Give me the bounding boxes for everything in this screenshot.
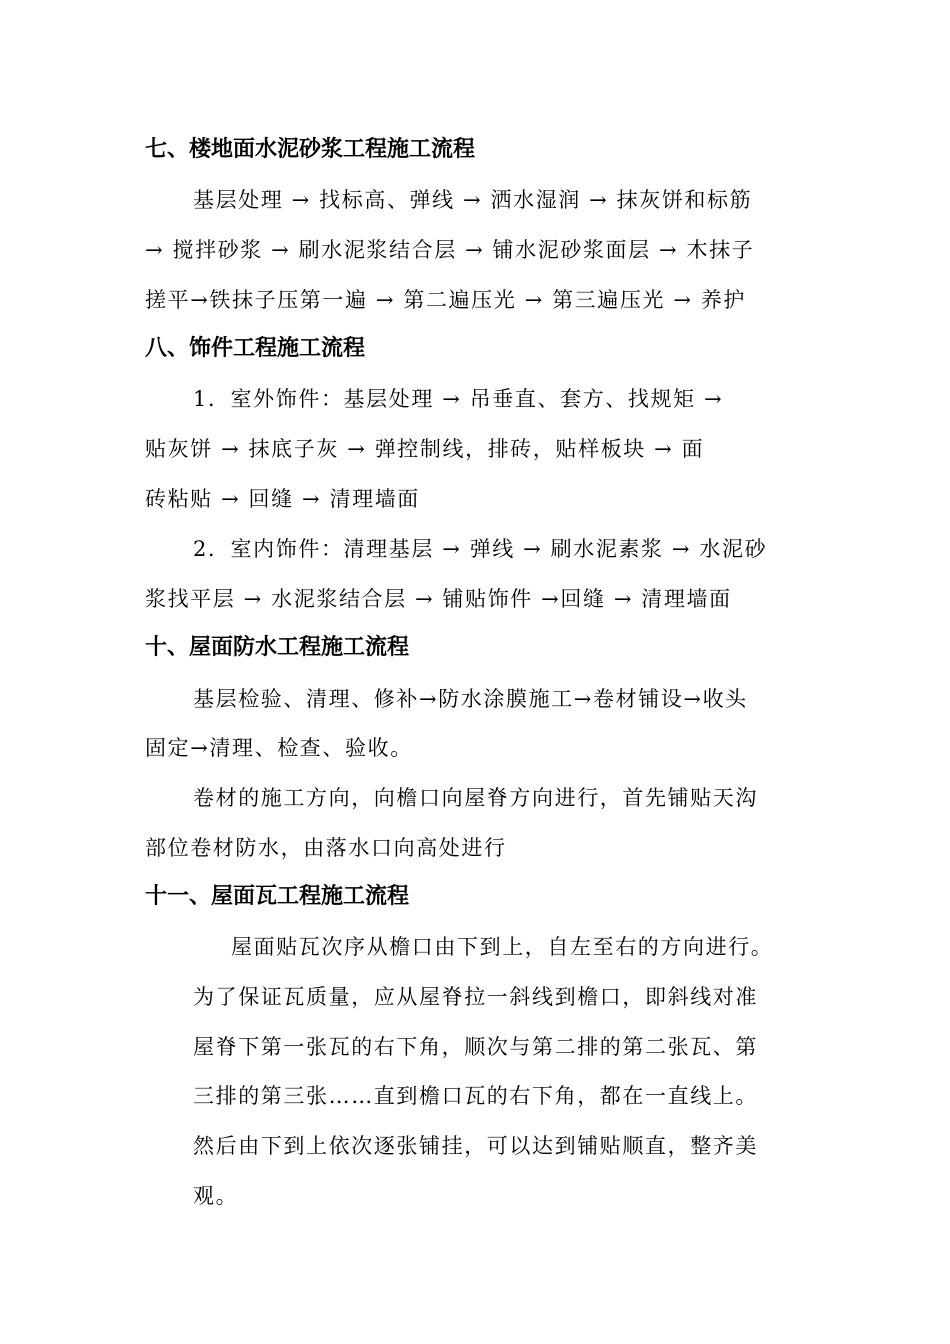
section-7-line-1: 基层处理 → 找标高、弹线 → 洒水湿润 → 抹灰饼和标筋 bbox=[193, 188, 753, 212]
section-10-line-2: 固定→清理、检查、验收。 bbox=[145, 736, 413, 760]
section-7-heading: 七、楼地面水泥砂浆工程施工流程 bbox=[145, 137, 476, 162]
section-8-line-5: 浆找平层 → 水泥浆结合层 → 铺贴饰件 →回缝 → 清理墙面 bbox=[145, 587, 732, 611]
section-10-line-4: 部位卷材防水，由落水口向高处进行 bbox=[145, 836, 507, 860]
section-8-line-2: 贴灰饼 → 抹底子灰 → 弹控制线，排砖，贴样板块 → 面 bbox=[145, 437, 705, 461]
section-8-line-1: 1．室外饰件：基层处理 → 吊垂直、套方、找规矩 → bbox=[193, 387, 724, 411]
section-8-heading: 八、饰件工程施工流程 bbox=[145, 336, 366, 361]
section-8-line-3: 砖粘贴 → 回缝 → 清理墙面 bbox=[145, 487, 420, 511]
section-8-line-4: 2．室内饰件：清理基层 → 弹线 → 刷水泥素浆 → 水泥砂 bbox=[193, 537, 768, 561]
section-11-line-1: 屋面贴瓦次序从檐口由下到上，自左至右的方向进行。 bbox=[231, 935, 774, 959]
section-11-line-2: 为了保证瓦质量，应从屋脊拉一斜线到檐口，即斜线对准 bbox=[193, 985, 758, 1009]
section-10-line-3: 卷材的施工方向，向檐口向屋脊方向进行，首先铺贴天沟 bbox=[193, 786, 758, 810]
section-11-heading: 十一、屋面瓦工程施工流程 bbox=[145, 884, 410, 909]
section-10-line-1: 基层检验、清理、修补→防水涂膜施工→卷材铺设→收头 bbox=[193, 687, 748, 711]
section-10-heading: 十、屋面防水工程施工流程 bbox=[145, 635, 410, 660]
section-11-line-4: 三排的第三张……直到檐口瓦的右下角，都在一直线上。 bbox=[193, 1084, 758, 1108]
section-11-line-5: 然后由下到上依次逐张铺挂，可以达到铺贴顺直，整齐美 bbox=[193, 1134, 758, 1158]
section-7-line-2: → 搅拌砂浆 → 刷水泥浆结合层 → 铺水泥砂浆面层 → 木抹子 bbox=[145, 238, 755, 262]
section-11-line-3: 屋脊下第一张瓦的右下角，顺次与第二排的第二张瓦、第 bbox=[193, 1035, 758, 1059]
section-7-line-3: 搓平→铁抹子压第一遍 → 第二遍压光 → 第三遍压光 → 养护 bbox=[145, 288, 747, 312]
section-11-line-6: 观。 bbox=[193, 1184, 239, 1208]
